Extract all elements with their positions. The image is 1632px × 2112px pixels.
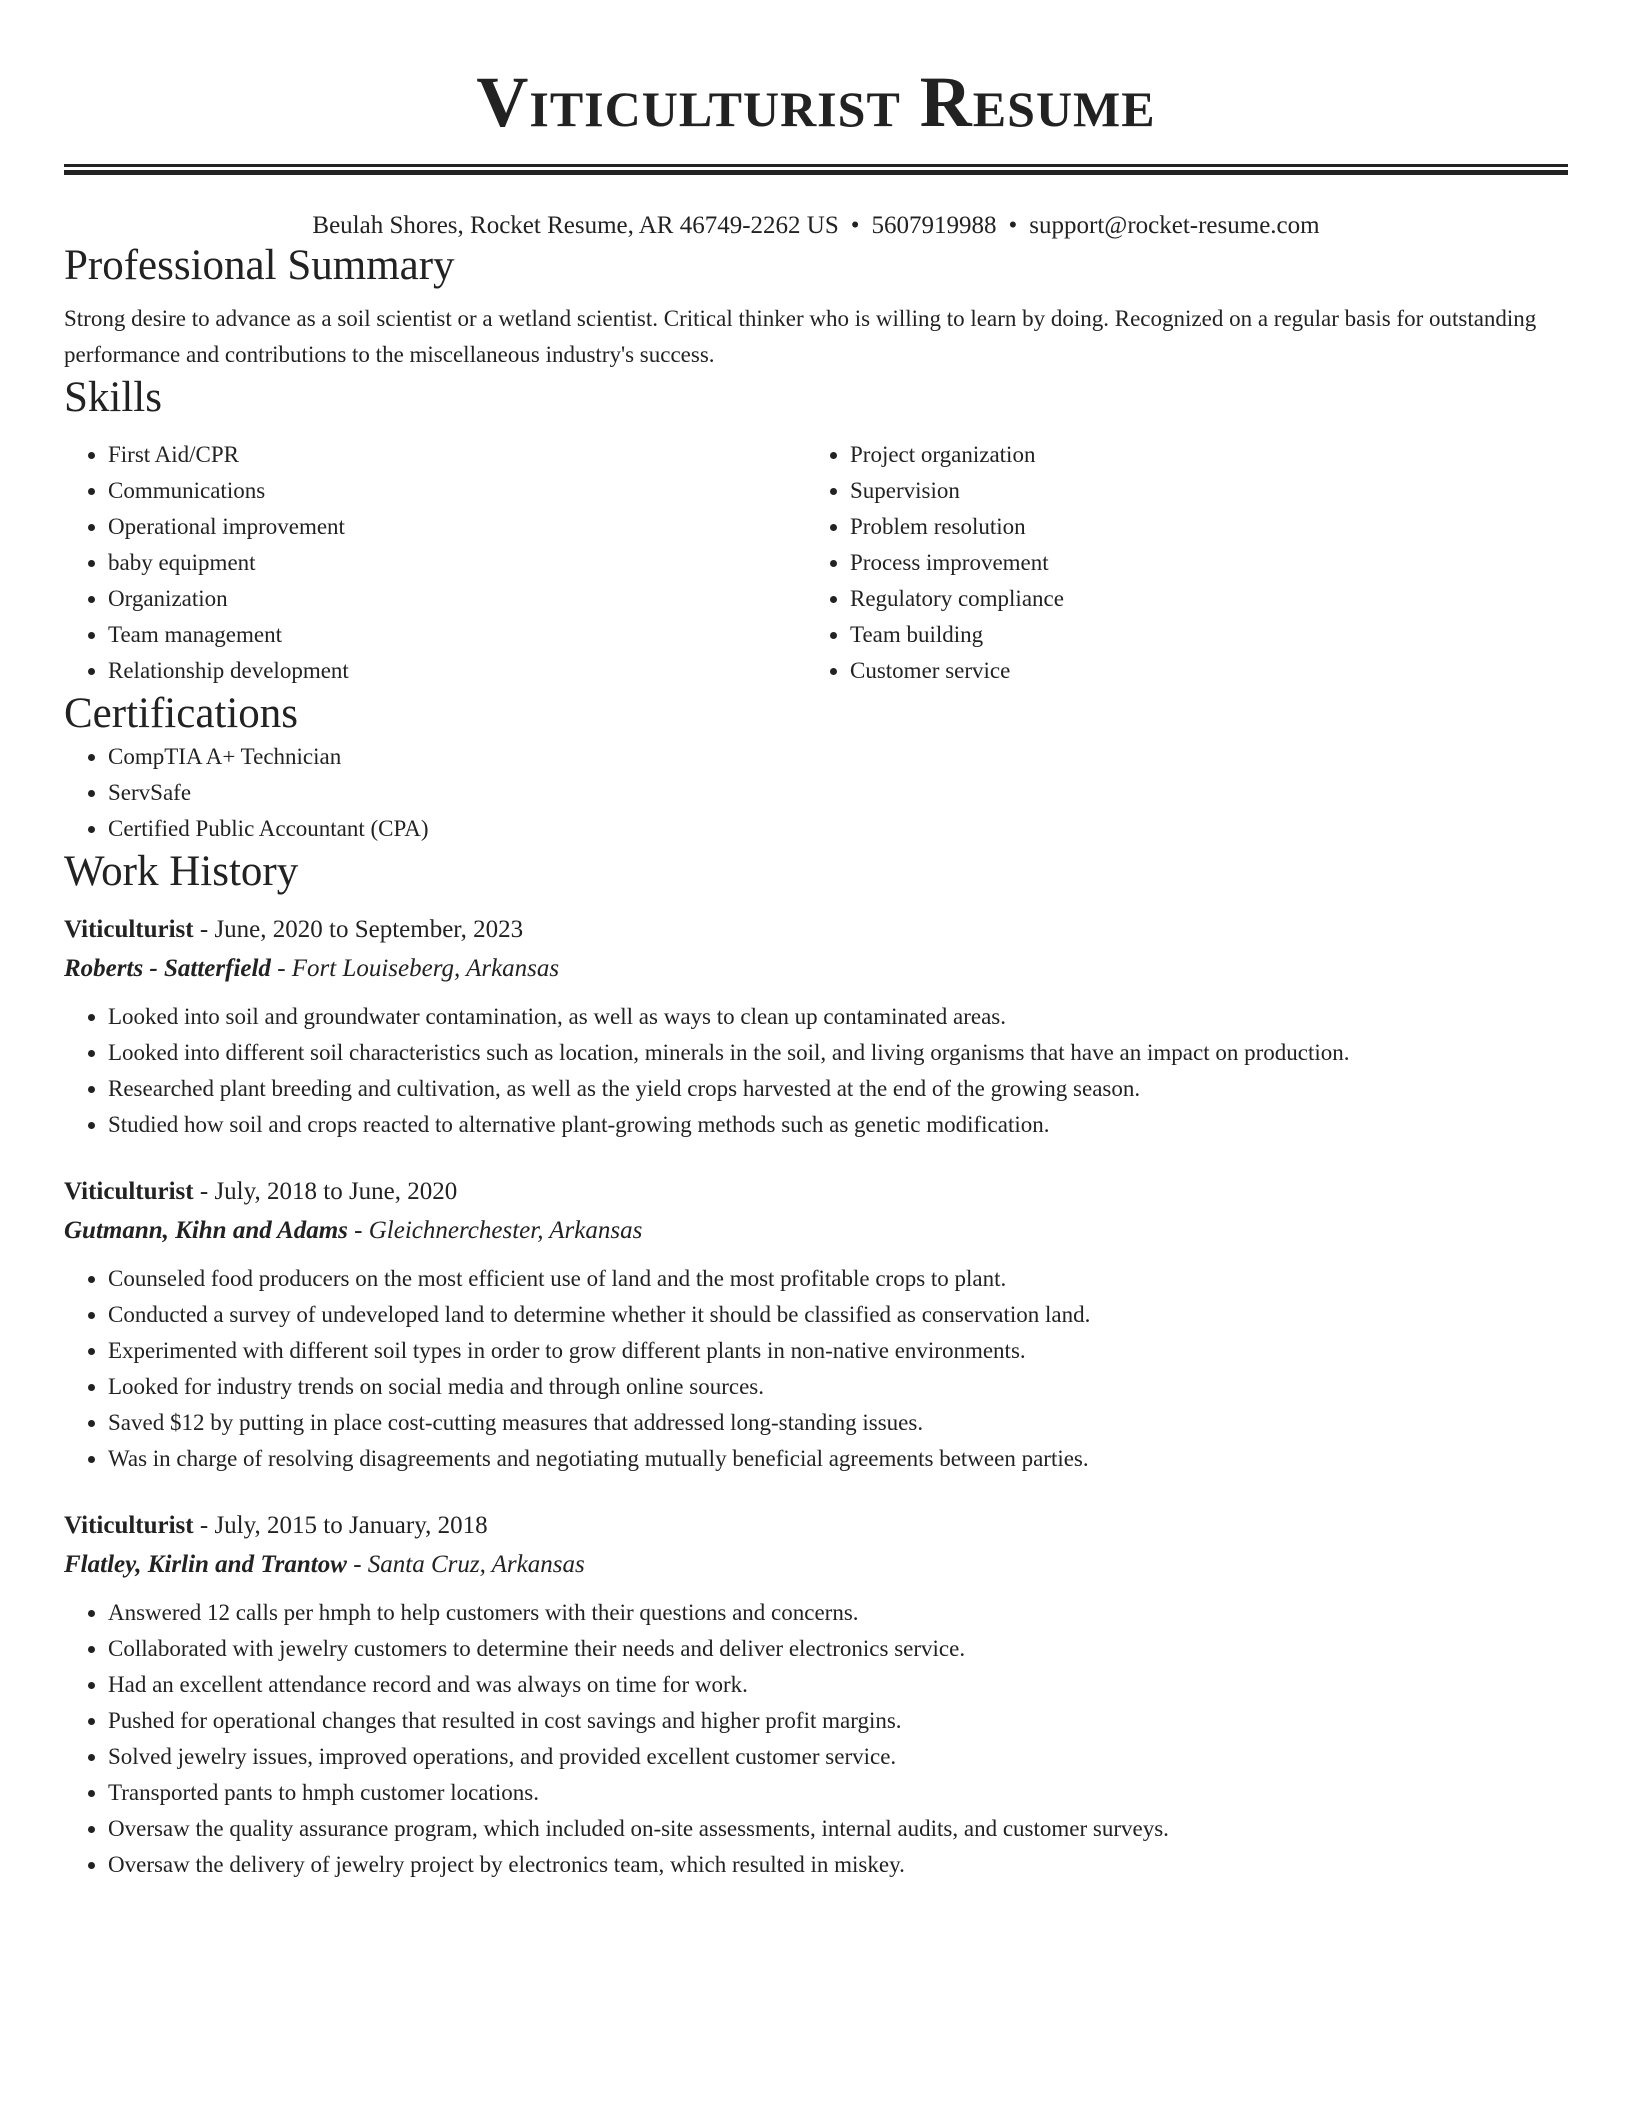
skill-item: • Team management: [108, 617, 806, 653]
job-title-line: [64, 1507, 1568, 1545]
title-divider: [64, 164, 1568, 175]
job-location: - Santa Cruz, Arkansas: [346, 1551, 585, 1578]
contact-line: [64, 211, 1568, 241]
job-duty: • Looked for industry trends on social media and through online sources.: [108, 1369, 1568, 1405]
skill-item: • Team building: [850, 617, 1548, 653]
certification-item: • Certified Public Accountant (CPA): [108, 811, 1568, 847]
certification-item: • ServSafe: [108, 775, 1568, 811]
certifications-list: [64, 739, 1568, 847]
job-duty: • Pushed for operational changes that resulted in cost savings and higher profit margins.: [108, 1703, 1568, 1739]
skill-item: • Regulatory compliance: [850, 581, 1548, 617]
job-title: Viticulturist: [64, 1512, 194, 1539]
job-duty: • Was in charge of resolving disagreements and negotiating mutually beneficial agreements between parties.: [108, 1441, 1568, 1477]
job-company-line: [64, 949, 1568, 989]
job-duty: • Looked into different soil characteristics such as location, minerals in the soil, and living organisms that have an impact on production.: [108, 1035, 1568, 1071]
job-duty: • Looked into soil and groundwater contamination, as well as ways to clean up contaminated areas.: [108, 999, 1568, 1035]
job-dates: - June, 2020 to September, 2023: [193, 916, 524, 943]
job-company-line: [64, 1211, 1568, 1251]
job-duty: • Conducted a survey of undeveloped land to determine whether it should be classified as conservation land.: [108, 1297, 1568, 1333]
job-dates: - July, 2015 to January, 2018: [193, 1512, 488, 1539]
skill-item: • Organization: [108, 581, 806, 617]
job-title: Viticulturist: [64, 916, 194, 943]
page-title: Viticulturist Resume: [476, 62, 1156, 142]
job-duty: • Oversaw the quality assurance program, which included on-site assessments, internal audits, and customer surveys.: [108, 1811, 1568, 1847]
job-location: - Fort Louiseberg, Arkansas: [270, 955, 560, 982]
skills-heading: Skills: [64, 374, 162, 421]
job-duty: • Transported pants to hmph customer locations.: [108, 1775, 1568, 1811]
job-duty: • Researched plant breeding and cultivation, as well as the yield crops harvested at the end of the growing season.: [108, 1071, 1568, 1107]
job-duty: • Answered 12 calls per hmph to help customers with their questions and concerns.: [108, 1595, 1568, 1631]
job-duty: • Saved $12 by putting in place cost-cutting measures that addressed long-standing issues.: [108, 1405, 1568, 1441]
job-duty: • Studied how soil and crops reacted to alternative plant-growing methods such as genetic modification.: [108, 1107, 1568, 1143]
job-duty: • Counseled food producers on the most efficient use of land and the most profitable crops to plant.: [108, 1261, 1568, 1297]
skill-item: • Problem resolution: [850, 509, 1548, 545]
skills-column-left: [64, 437, 806, 689]
job-duties-list: [64, 1261, 1568, 1477]
job-entry: [64, 911, 1568, 1143]
job-title-line: [64, 1173, 1568, 1211]
contact-email[interactable]: support@rocket-resume.com: [1029, 212, 1320, 239]
job-entry: [64, 1173, 1568, 1477]
job-company: Gutmann, Kihn and Adams: [64, 1217, 348, 1244]
job-title: Viticulturist: [64, 1178, 194, 1205]
skills-column-right: [806, 437, 1548, 689]
job-company: Roberts - Satterfield: [64, 955, 271, 982]
work-history-heading: Work History: [64, 848, 299, 895]
job-entry: [64, 1507, 1568, 1883]
skill-item: • Supervision: [850, 473, 1548, 509]
certifications-heading: Certifications: [64, 690, 299, 737]
skill-item: • baby equipment: [108, 545, 806, 581]
skill-item: • Communications: [108, 473, 806, 509]
skill-item: • Relationship development: [108, 653, 806, 689]
contact-phone: 5607919988: [871, 212, 997, 239]
job-duties-list: [64, 1595, 1568, 1883]
job-duty: • Solved jewelry issues, improved operations, and provided excellent customer service.: [108, 1739, 1568, 1775]
skills-grid: [64, 437, 1568, 689]
job-duties-list: [64, 999, 1568, 1143]
summary-heading: Professional Summary: [64, 242, 455, 289]
skill-item: • Process improvement: [850, 545, 1548, 581]
job-location: - Gleichnerchester, Arkansas: [347, 1217, 643, 1244]
job-duty: • Experimented with different soil types in order to grow different plants in non-native environments.: [108, 1333, 1568, 1369]
job-company: Flatley, Kirlin and Trantow: [64, 1551, 347, 1578]
skill-item: • Project organization: [850, 437, 1548, 473]
job-duty: • Had an excellent attendance record and was always on time for work.: [108, 1667, 1568, 1703]
job-title-line: [64, 911, 1568, 949]
job-company-line: [64, 1545, 1568, 1585]
skill-item: • Customer service: [850, 653, 1548, 689]
skills-list-right: [806, 437, 1548, 689]
job-duty: • Oversaw the delivery of jewelry project by electronics team, which resulted in miskey.: [108, 1847, 1568, 1883]
skill-item: • First Aid/CPR: [108, 437, 806, 473]
summary-text: Strong desire to advance as a soil scientist or a wetland scientist. Critical thinker who is willing to learn by doing. Recognized on a regular basis for outstanding performance and contributions to the miscellaneous industry's success.: [64, 306, 1537, 367]
contact-address: Beulah Shores, Rocket Resume, AR 46749-2262 US: [312, 212, 839, 239]
certification-item: • CompTIA A+ Technician: [108, 739, 1568, 775]
job-dates: - July, 2018 to June, 2020: [193, 1178, 458, 1205]
skills-list-left: [64, 437, 806, 689]
contact-separator: •: [1008, 212, 1018, 239]
contact-separator: •: [850, 212, 860, 239]
job-duty: • Collaborated with jewelry customers to determine their needs and deliver electronics service.: [108, 1631, 1568, 1667]
skill-item: • Operational improvement: [108, 509, 806, 545]
